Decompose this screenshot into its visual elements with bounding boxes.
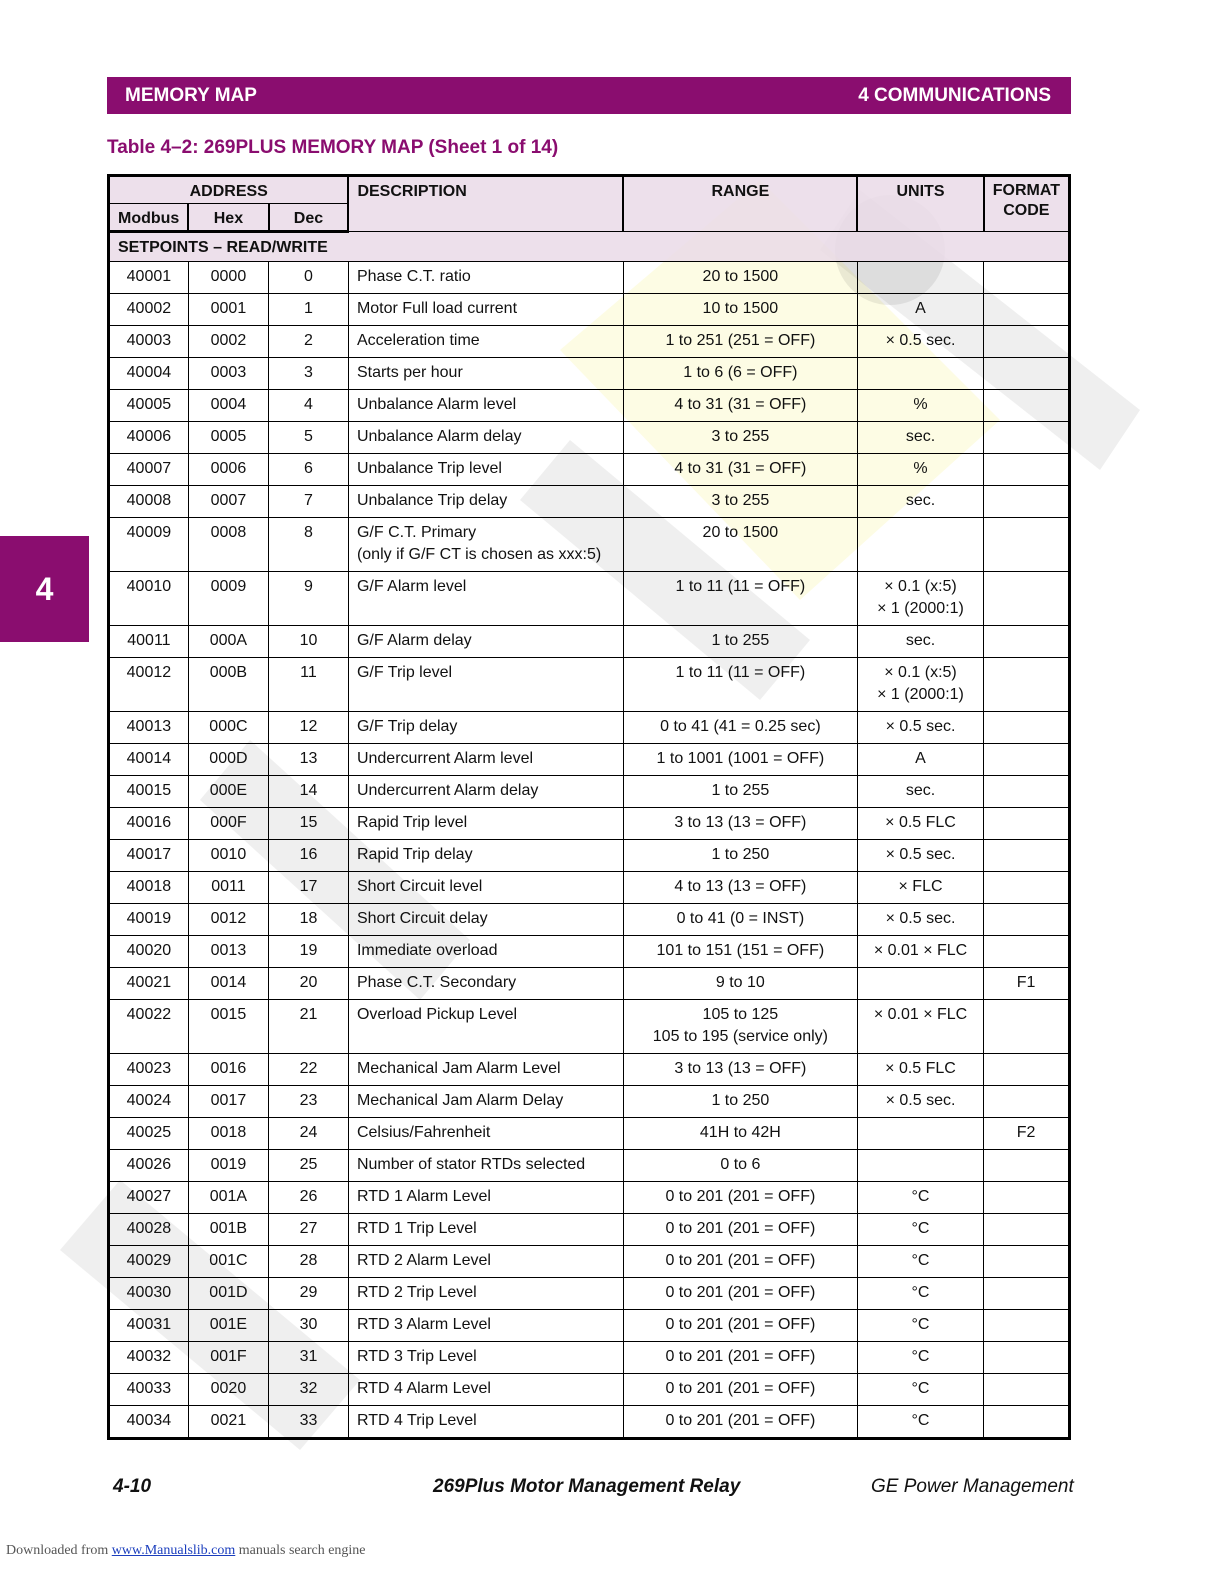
cell-description: Undercurrent Alarm delay — [348, 776, 623, 808]
cell-dec: 26 — [269, 1182, 349, 1214]
cell-dec: 4 — [269, 390, 349, 422]
cell-range: 4 to 31 (31 = OFF) — [623, 454, 857, 486]
cell-hex: 0005 — [188, 422, 268, 454]
cell-hex: 000A — [188, 626, 268, 658]
cell-hex: 0015 — [188, 1000, 268, 1054]
cell-units: A — [857, 744, 983, 776]
cell-hex: 000B — [188, 658, 268, 712]
table-title: Table 4–2: 269PLUS MEMORY MAP (Sheet 1 of 14) — [107, 137, 559, 158]
cell-hex: 0018 — [188, 1118, 268, 1150]
cell-range: 0 to 201 (201 = OFF) — [623, 1374, 857, 1406]
cell-format-code — [984, 1182, 1070, 1214]
cell-format-code — [984, 1214, 1070, 1246]
cell-format-code — [984, 626, 1070, 658]
cell-units: °C — [857, 1182, 983, 1214]
cell-hex: 0019 — [188, 1150, 268, 1182]
cell-description: G/F Trip level — [348, 658, 623, 712]
table-row — [109, 808, 1070, 840]
table-row — [109, 1150, 1070, 1182]
table-row — [109, 968, 1070, 1000]
table-row — [109, 326, 1070, 358]
cell-format-code — [984, 1000, 1070, 1054]
cell-range: 1 to 255 — [623, 626, 857, 658]
cell-modbus: 40019 — [109, 904, 189, 936]
cell-hex: 0013 — [188, 936, 268, 968]
cell-dec: 2 — [269, 326, 349, 358]
chapter-tab — [0, 536, 89, 642]
cell-units: × 0.5 FLC — [857, 1054, 983, 1086]
cell-modbus: 40021 — [109, 968, 189, 1000]
cell-hex: 0002 — [188, 326, 268, 358]
cell-format-code — [984, 326, 1070, 358]
cell-hex: 001F — [188, 1342, 268, 1374]
cell-format-code — [984, 744, 1070, 776]
cell-hex: 0016 — [188, 1054, 268, 1086]
cell-range: 0 to 201 (201 = OFF) — [623, 1342, 857, 1374]
cell-hex: 001E — [188, 1310, 268, 1342]
cell-dec: 8 — [269, 518, 349, 572]
cell-units: × 0.1 (x:5) × 1 (2000:1) — [857, 572, 983, 626]
cell-format-code: F2 — [984, 1118, 1070, 1150]
cell-dec: 10 — [269, 626, 349, 658]
cell-hex: 000F — [188, 808, 268, 840]
cell-range: 0 to 41 (0 = INST) — [623, 904, 857, 936]
cell-units: °C — [857, 1374, 983, 1406]
cell-dec: 16 — [269, 840, 349, 872]
col-header-modbus: Modbus — [109, 204, 189, 232]
table-row — [109, 1118, 1070, 1150]
cell-modbus: 40024 — [109, 1086, 189, 1118]
cell-modbus: 40026 — [109, 1150, 189, 1182]
memory-map-table — [107, 174, 1071, 1440]
cell-hex: 0021 — [188, 1406, 268, 1439]
table-row — [109, 518, 1070, 572]
cell-description: Unbalance Alarm delay — [348, 422, 623, 454]
cell-range: 41H to 42H — [623, 1118, 857, 1150]
cell-dec: 27 — [269, 1214, 349, 1246]
cell-dec: 6 — [269, 454, 349, 486]
table-row — [109, 936, 1070, 968]
cell-dec: 1 — [269, 294, 349, 326]
source-suffix: manuals search engine — [235, 1543, 366, 1558]
cell-format-code — [984, 518, 1070, 572]
cell-dec: 31 — [269, 1342, 349, 1374]
cell-description: Phase C.T. Secondary — [348, 968, 623, 1000]
header-right-title: 4 COMMUNICATIONS — [858, 84, 1051, 106]
cell-dec: 11 — [269, 658, 349, 712]
cell-hex: 001B — [188, 1214, 268, 1246]
cell-format-code — [984, 712, 1070, 744]
table-row — [109, 1246, 1070, 1278]
cell-dec: 18 — [269, 904, 349, 936]
cell-description: Phase C.T. ratio — [348, 262, 623, 294]
cell-units: °C — [857, 1278, 983, 1310]
cell-description: Motor Full load current — [348, 294, 623, 326]
section-label: SETPOINTS – READ/WRITE — [109, 232, 1070, 262]
cell-format-code — [984, 936, 1070, 968]
cell-modbus: 40009 — [109, 518, 189, 572]
table-row — [109, 390, 1070, 422]
cell-range: 10 to 1500 — [623, 294, 857, 326]
cell-format-code — [984, 262, 1070, 294]
cell-format-code — [984, 1054, 1070, 1086]
footer-page-number: 4-10 — [113, 1476, 152, 1497]
cell-range: 1 to 1001 (1001 = OFF) — [623, 744, 857, 776]
cell-description: G/F Alarm level — [348, 572, 623, 626]
cell-format-code — [984, 776, 1070, 808]
cell-units: × 0.5 sec. — [857, 840, 983, 872]
table-row — [109, 1182, 1070, 1214]
cell-format-code — [984, 1342, 1070, 1374]
table-row — [109, 1310, 1070, 1342]
cell-hex: 001A — [188, 1182, 268, 1214]
chapter-tab-number: 4 — [35, 570, 54, 607]
cell-format-code — [984, 294, 1070, 326]
cell-units: × FLC — [857, 872, 983, 904]
cell-dec: 30 — [269, 1310, 349, 1342]
table-row — [109, 1278, 1070, 1310]
section-row — [109, 232, 1070, 262]
cell-hex: 0007 — [188, 486, 268, 518]
cell-range: 3 to 255 — [623, 422, 857, 454]
table-row — [109, 744, 1070, 776]
table-row — [109, 486, 1070, 518]
cell-format-code — [984, 1086, 1070, 1118]
cell-modbus: 40030 — [109, 1278, 189, 1310]
cell-units: × 0.01 × FLC — [857, 936, 983, 968]
cell-units: °C — [857, 1214, 983, 1246]
cell-dec: 12 — [269, 712, 349, 744]
cell-dec: 3 — [269, 358, 349, 390]
cell-units — [857, 1150, 983, 1182]
cell-format-code — [984, 658, 1070, 712]
cell-dec: 23 — [269, 1086, 349, 1118]
cell-dec: 19 — [269, 936, 349, 968]
cell-description: Short Circuit level — [348, 872, 623, 904]
cell-description: Mechanical Jam Alarm Level — [348, 1054, 623, 1086]
cell-hex: 0017 — [188, 1086, 268, 1118]
cell-hex: 0011 — [188, 872, 268, 904]
cell-hex: 0001 — [188, 294, 268, 326]
cell-dec: 29 — [269, 1278, 349, 1310]
cell-dec: 32 — [269, 1374, 349, 1406]
cell-dec: 33 — [269, 1406, 349, 1439]
cell-format-code — [984, 808, 1070, 840]
cell-range: 9 to 10 — [623, 968, 857, 1000]
cell-modbus: 40022 — [109, 1000, 189, 1054]
col-header-description: DESCRIPTION — [348, 176, 623, 232]
cell-range: 0 to 201 (201 = OFF) — [623, 1182, 857, 1214]
cell-hex: 000C — [188, 712, 268, 744]
col-header-address: ADDRESS — [109, 176, 349, 204]
cell-dec: 0 — [269, 262, 349, 294]
cell-description: Starts per hour — [348, 358, 623, 390]
source-prefix: Downloaded from — [6, 1543, 112, 1558]
cell-modbus: 40029 — [109, 1246, 189, 1278]
cell-modbus: 40025 — [109, 1118, 189, 1150]
cell-format-code — [984, 1374, 1070, 1406]
cell-modbus: 40012 — [109, 658, 189, 712]
table-row — [109, 1000, 1070, 1054]
cell-hex: 0014 — [188, 968, 268, 1000]
cell-description: RTD 4 Alarm Level — [348, 1374, 623, 1406]
cell-format-code — [984, 1246, 1070, 1278]
cell-format-code — [984, 1406, 1070, 1439]
cell-range: 1 to 251 (251 = OFF) — [623, 326, 857, 358]
cell-description: Immediate overload — [348, 936, 623, 968]
cell-description: Celsius/Fahrenheit — [348, 1118, 623, 1150]
table-body — [109, 262, 1070, 1439]
cell-units: × 0.5 sec. — [857, 904, 983, 936]
cell-dec: 13 — [269, 744, 349, 776]
cell-dec: 17 — [269, 872, 349, 904]
cell-description: Undercurrent Alarm level — [348, 744, 623, 776]
cell-description: Unbalance Trip delay — [348, 486, 623, 518]
table-row — [109, 776, 1070, 808]
cell-units: × 0.1 (x:5) × 1 (2000:1) — [857, 658, 983, 712]
cell-format-code — [984, 904, 1070, 936]
table-row — [109, 658, 1070, 712]
cell-dec: 15 — [269, 808, 349, 840]
cell-modbus: 40032 — [109, 1342, 189, 1374]
cell-range: 0 to 201 (201 = OFF) — [623, 1278, 857, 1310]
cell-dec: 14 — [269, 776, 349, 808]
table-row — [109, 840, 1070, 872]
cell-units: % — [857, 454, 983, 486]
cell-modbus: 40017 — [109, 840, 189, 872]
cell-description: Overload Pickup Level — [348, 1000, 623, 1054]
cell-modbus: 40008 — [109, 486, 189, 518]
cell-units: % — [857, 390, 983, 422]
cell-units: × 0.01 × FLC — [857, 1000, 983, 1054]
header-left-title: MEMORY MAP — [125, 84, 257, 106]
cell-range: 4 to 31 (31 = OFF) — [623, 390, 857, 422]
cell-modbus: 40014 — [109, 744, 189, 776]
cell-dec: 25 — [269, 1150, 349, 1182]
table-row — [109, 1406, 1070, 1439]
cell-description: Rapid Trip level — [348, 808, 623, 840]
cell-modbus: 40020 — [109, 936, 189, 968]
table-row — [109, 1214, 1070, 1246]
col-header-dec: Dec — [269, 204, 349, 232]
cell-format-code — [984, 572, 1070, 626]
cell-modbus: 40010 — [109, 572, 189, 626]
cell-units: × 0.5 sec. — [857, 712, 983, 744]
cell-modbus: 40015 — [109, 776, 189, 808]
download-source-line — [6, 1543, 366, 1559]
footer-product-name: 269Plus Motor Management Relay — [433, 1476, 741, 1497]
cell-modbus: 40028 — [109, 1214, 189, 1246]
cell-hex: 000E — [188, 776, 268, 808]
cell-description: G/F Alarm delay — [348, 626, 623, 658]
cell-format-code — [984, 840, 1070, 872]
cell-range: 0 to 6 — [623, 1150, 857, 1182]
table-row — [109, 1342, 1070, 1374]
cell-dec: 7 — [269, 486, 349, 518]
table-row — [109, 454, 1070, 486]
section-header-bar — [107, 77, 1071, 114]
cell-modbus: 40018 — [109, 872, 189, 904]
cell-description: Acceleration time — [348, 326, 623, 358]
cell-modbus: 40002 — [109, 294, 189, 326]
cell-range: 0 to 201 (201 = OFF) — [623, 1310, 857, 1342]
cell-modbus: 40031 — [109, 1310, 189, 1342]
cell-range: 0 to 201 (201 = OFF) — [623, 1406, 857, 1439]
cell-modbus: 40033 — [109, 1374, 189, 1406]
cell-description: RTD 1 Trip Level — [348, 1214, 623, 1246]
cell-format-code: F1 — [984, 968, 1070, 1000]
table-row — [109, 358, 1070, 390]
cell-description: G/F Trip delay — [348, 712, 623, 744]
cell-modbus: 40006 — [109, 422, 189, 454]
cell-modbus: 40011 — [109, 626, 189, 658]
cell-description: RTD 2 Alarm Level — [348, 1246, 623, 1278]
cell-units — [857, 358, 983, 390]
cell-hex: 0000 — [188, 262, 268, 294]
cell-dec: 28 — [269, 1246, 349, 1278]
cell-range: 0 to 201 (201 = OFF) — [623, 1246, 857, 1278]
cell-range: 1 to 11 (11 = OFF) — [623, 658, 857, 712]
cell-description: Short Circuit delay — [348, 904, 623, 936]
cell-modbus: 40001 — [109, 262, 189, 294]
cell-range: 1 to 255 — [623, 776, 857, 808]
footer-company: GE Power Management — [871, 1476, 1074, 1497]
cell-format-code — [984, 358, 1070, 390]
table-row — [109, 572, 1070, 626]
cell-range: 0 to 41 (41 = 0.25 sec) — [623, 712, 857, 744]
cell-range: 1 to 6 (6 = OFF) — [623, 358, 857, 390]
cell-format-code — [984, 1278, 1070, 1310]
cell-hex: 000D — [188, 744, 268, 776]
cell-hex: 0020 — [188, 1374, 268, 1406]
cell-format-code — [984, 1150, 1070, 1182]
cell-range: 3 to 255 — [623, 486, 857, 518]
cell-hex: 0012 — [188, 904, 268, 936]
cell-dec: 24 — [269, 1118, 349, 1150]
cell-units: sec. — [857, 486, 983, 518]
cell-description: RTD 3 Alarm Level — [348, 1310, 623, 1342]
cell-units: °C — [857, 1246, 983, 1278]
cell-format-code — [984, 872, 1070, 904]
cell-modbus: 40023 — [109, 1054, 189, 1086]
cell-hex: 0003 — [188, 358, 268, 390]
cell-hex: 0004 — [188, 390, 268, 422]
cell-modbus: 40027 — [109, 1182, 189, 1214]
cell-range: 105 to 125 105 to 195 (service only) — [623, 1000, 857, 1054]
cell-units — [857, 262, 983, 294]
cell-description: Number of stator RTDs selected — [348, 1150, 623, 1182]
cell-modbus: 40004 — [109, 358, 189, 390]
table-row — [109, 294, 1070, 326]
cell-range: 101 to 151 (151 = OFF) — [623, 936, 857, 968]
cell-dec: 5 — [269, 422, 349, 454]
cell-units — [857, 518, 983, 572]
table-row — [109, 1086, 1070, 1118]
cell-dec: 9 — [269, 572, 349, 626]
cell-modbus: 40005 — [109, 390, 189, 422]
cell-hex: 0010 — [188, 840, 268, 872]
table-row — [109, 872, 1070, 904]
cell-description: Rapid Trip delay — [348, 840, 623, 872]
cell-modbus: 40007 — [109, 454, 189, 486]
cell-hex: 0009 — [188, 572, 268, 626]
col-header-units: UNITS — [857, 176, 983, 232]
col-header-hex: Hex — [188, 204, 268, 232]
cell-range: 20 to 1500 — [623, 262, 857, 294]
cell-description: RTD 1 Alarm Level — [348, 1182, 623, 1214]
cell-description: Unbalance Alarm level — [348, 390, 623, 422]
cell-format-code — [984, 390, 1070, 422]
cell-dec: 22 — [269, 1054, 349, 1086]
cell-range: 20 to 1500 — [623, 518, 857, 572]
source-link[interactable]: www.Manualslib.com — [111, 1543, 236, 1558]
table-row — [109, 904, 1070, 936]
cell-range: 1 to 11 (11 = OFF) — [623, 572, 857, 626]
cell-range: 1 to 250 — [623, 840, 857, 872]
cell-units: sec. — [857, 626, 983, 658]
table-row — [109, 422, 1070, 454]
cell-format-code — [984, 454, 1070, 486]
cell-range: 3 to 13 (13 = OFF) — [623, 808, 857, 840]
cell-units: sec. — [857, 776, 983, 808]
cell-modbus: 40013 — [109, 712, 189, 744]
table-row — [109, 1054, 1070, 1086]
cell-range: 1 to 250 — [623, 1086, 857, 1118]
cell-description: G/F C.T. Primary (only if G/F CT is chosen as xxx:5) — [348, 518, 623, 572]
cell-dec: 20 — [269, 968, 349, 1000]
cell-hex: 001C — [188, 1246, 268, 1278]
table-row — [109, 1374, 1070, 1406]
cell-hex: 0008 — [188, 518, 268, 572]
cell-modbus: 40016 — [109, 808, 189, 840]
cell-range: 3 to 13 (13 = OFF) — [623, 1054, 857, 1086]
cell-modbus: 40003 — [109, 326, 189, 358]
cell-format-code — [984, 1310, 1070, 1342]
cell-dec: 21 — [269, 1000, 349, 1054]
cell-units — [857, 968, 983, 1000]
cell-hex: 0006 — [188, 454, 268, 486]
cell-description: RTD 2 Trip Level — [348, 1278, 623, 1310]
col-header-range: RANGE — [623, 176, 857, 232]
cell-modbus: 40034 — [109, 1406, 189, 1439]
cell-units: °C — [857, 1342, 983, 1374]
table-row — [109, 626, 1070, 658]
cell-description: Mechanical Jam Alarm Delay — [348, 1086, 623, 1118]
cell-hex: 001D — [188, 1278, 268, 1310]
cell-units: sec. — [857, 422, 983, 454]
cell-format-code — [984, 422, 1070, 454]
table-row — [109, 262, 1070, 294]
cell-units: × 0.5 sec. — [857, 1086, 983, 1118]
cell-description: Unbalance Trip level — [348, 454, 623, 486]
cell-units: × 0.5 FLC — [857, 808, 983, 840]
cell-description: RTD 3 Trip Level — [348, 1342, 623, 1374]
cell-format-code — [984, 486, 1070, 518]
cell-range: 0 to 201 (201 = OFF) — [623, 1214, 857, 1246]
cell-range: 4 to 13 (13 = OFF) — [623, 872, 857, 904]
cell-units — [857, 1118, 983, 1150]
cell-units: × 0.5 sec. — [857, 326, 983, 358]
cell-units: °C — [857, 1310, 983, 1342]
col-header-format-code: FORMAT CODE — [984, 176, 1070, 232]
cell-units: °C — [857, 1406, 983, 1439]
cell-description: RTD 4 Trip Level — [348, 1406, 623, 1439]
cell-units: A — [857, 294, 983, 326]
table-row — [109, 712, 1070, 744]
